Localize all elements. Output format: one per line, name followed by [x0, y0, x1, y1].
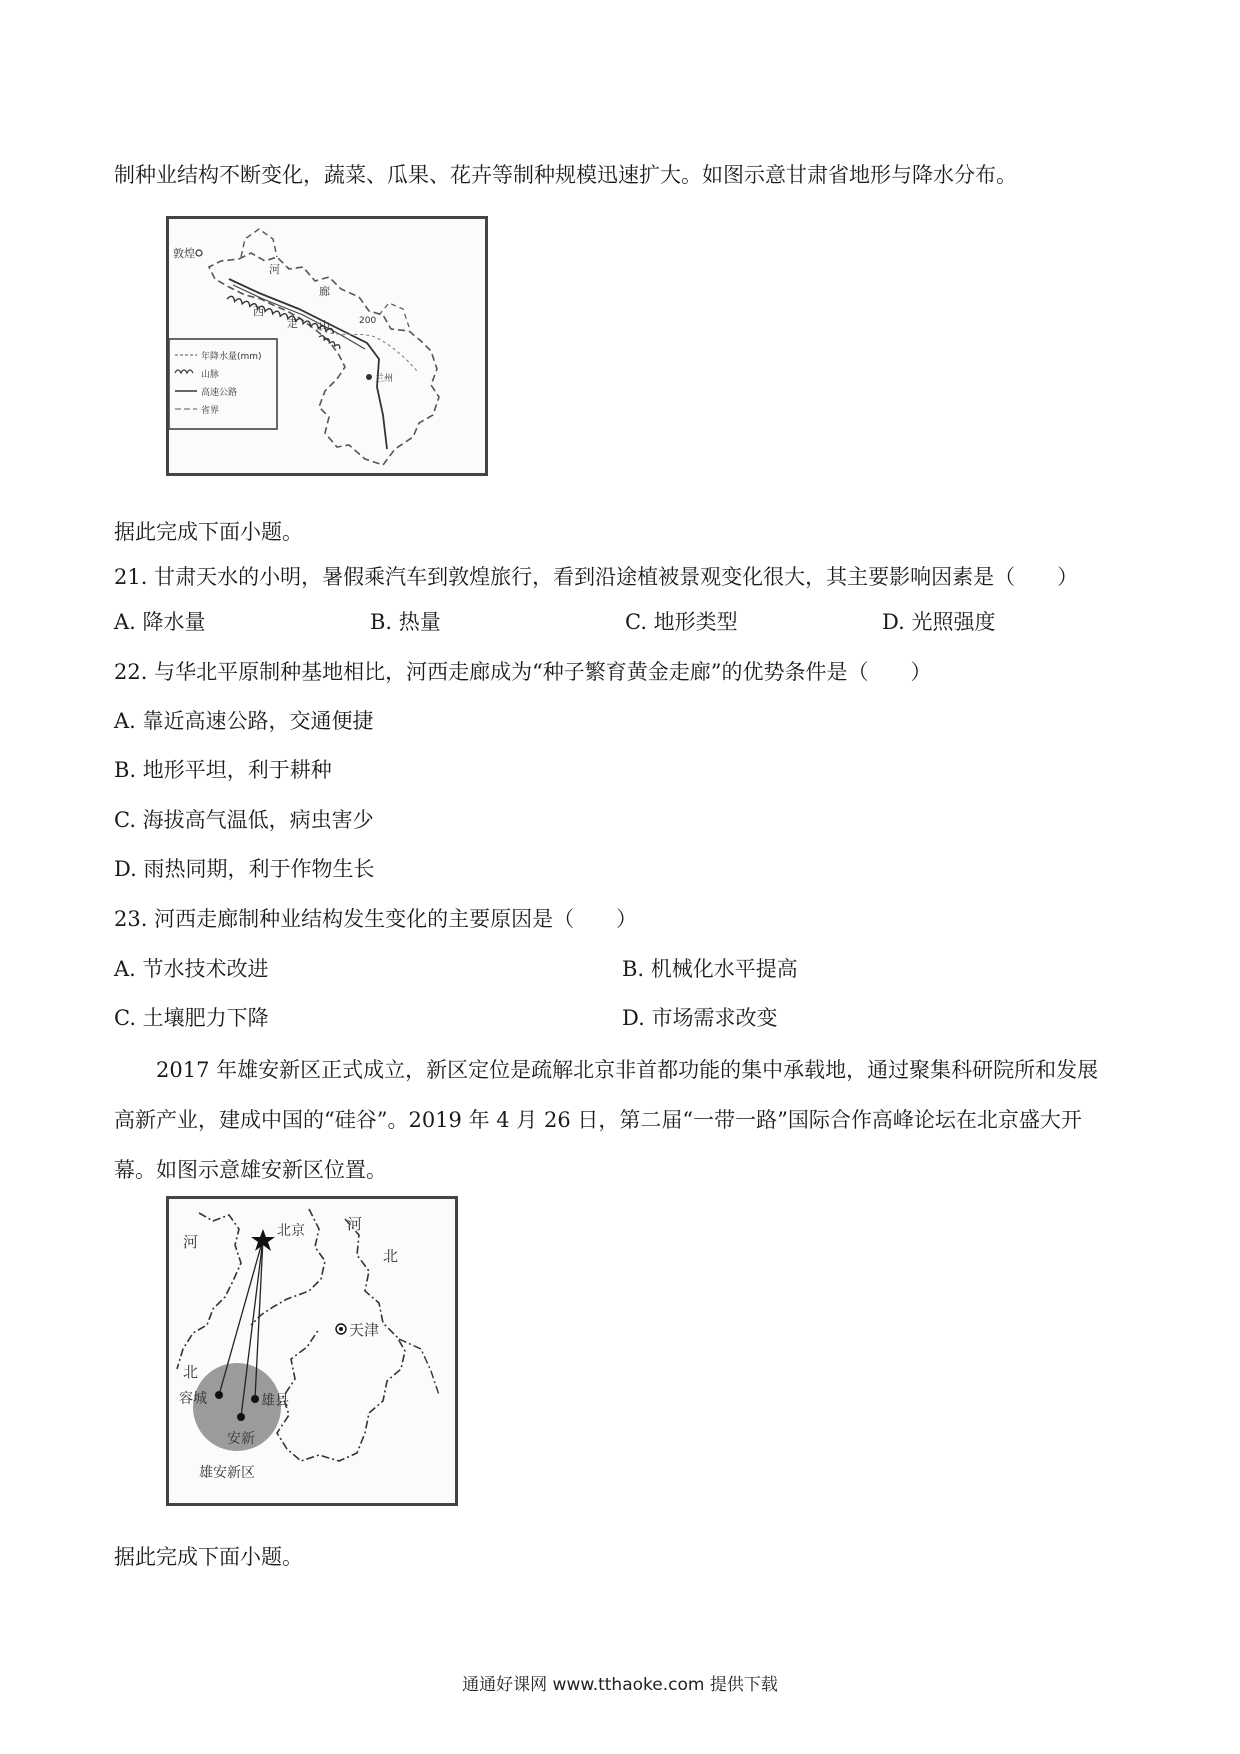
- label-lang: 廊: [319, 285, 330, 298]
- q21-option-b[interactable]: B. 热量: [370, 610, 441, 634]
- xiongan-passage: [114, 1056, 1126, 1206]
- q23-stem: 23. 河西走廊制种业结构发生变化的主要原因是（ ）: [114, 907, 638, 931]
- label-lanzhou: 兰州: [375, 374, 394, 384]
- footer-source: 通通好课网 www.tthaoke.com 提供下载: [462, 1675, 778, 1695]
- passage-line-3: 幕。如图示意雄安新区位置。: [114, 1158, 387, 1182]
- q23-option-c[interactable]: C. 土壤肥力下降: [114, 1006, 269, 1030]
- q21-option-d[interactable]: D. 光照强度: [882, 610, 996, 634]
- q23-option-a[interactable]: A. 节水技术改进: [114, 957, 269, 981]
- label-rongcheng: 容城: [179, 1391, 207, 1407]
- legend-border: 省界: [201, 406, 220, 416]
- label-xi: 西: [253, 305, 264, 318]
- xiongan-map-drawing: [169, 1199, 455, 1503]
- q22-option-a[interactable]: A. 靠近高速公路，交通便捷: [114, 709, 374, 733]
- label-shan: 山: [319, 319, 330, 332]
- q23-option-b[interactable]: B. 机械化水平提高: [622, 957, 798, 981]
- label-tianjin: 天津: [349, 1321, 380, 1339]
- q23-option-d[interactable]: D. 市场需求改变: [622, 1006, 778, 1030]
- q21-stem: 21. 甘肃天水的小明，暑假乘汽车到敦煌旅行，看到沿途植被景观变化很大，其主要影响因素是（ ）: [114, 565, 1079, 589]
- label-beijing: 北京: [277, 1223, 305, 1239]
- q22-stem: 22. 与华北平原制种基地相比，河西走廊成为“种子繁育黄金走廊”的优势条件是（ ）: [114, 660, 932, 684]
- label-bei-left: 北: [183, 1363, 199, 1381]
- instruction-text-2: 据此完成下面小题。: [114, 1545, 303, 1569]
- legend-mountain: 山脉: [201, 370, 220, 380]
- instruction-text-1: 据此完成下面小题。: [114, 520, 303, 544]
- gansu-map: [166, 216, 488, 476]
- passage-line-2: 高新产业，建成中国的“硅谷”。2019 年 4 月 26 日，第二届“一带一路”国际合作高峰论坛在北京盛大开: [114, 1108, 1082, 1132]
- passage-line-1: 2017 年雄安新区正式成立，新区定位是疏解北京非首都功能的集中承载地，通过聚集科研院所和发展: [156, 1058, 1099, 1082]
- label-anxin: 安新: [227, 1431, 255, 1447]
- label-xiongan: 雄安新区: [199, 1465, 255, 1481]
- q22-option-d[interactable]: D. 雨热同期，利于作物生长: [114, 857, 375, 881]
- label-bei-right: 北: [383, 1247, 399, 1265]
- label-dunhuang: 敦煌: [173, 247, 195, 260]
- xiongan-map: [166, 1196, 458, 1506]
- label-isohyet-200: 200: [359, 316, 377, 326]
- gansu-map-drawing: [169, 219, 485, 473]
- q21-option-a[interactable]: A. 降水量: [114, 610, 206, 634]
- intro-text: 制种业结构不断变化，蔬菜、瓜果、花卉等制种规模迅速扩大。如图示意甘肃省地形与降水分布。: [114, 163, 1017, 187]
- legend-precip: 年降水量(mm): [201, 352, 262, 362]
- label-zou: 走: [287, 317, 298, 330]
- label-xiongxian: 雄县: [261, 1393, 289, 1409]
- label-river: 河: [269, 263, 280, 276]
- label-he-right: 河: [347, 1215, 363, 1233]
- q22-option-c[interactable]: C. 海拔高气温低，病虫害少: [114, 808, 374, 832]
- label-he-left: 河: [183, 1233, 199, 1251]
- q22-option-b[interactable]: B. 地形平坦，利于耕种: [114, 758, 332, 782]
- q21-option-c[interactable]: C. 地形类型: [625, 610, 738, 634]
- legend-highway: 高速公路: [201, 388, 238, 398]
